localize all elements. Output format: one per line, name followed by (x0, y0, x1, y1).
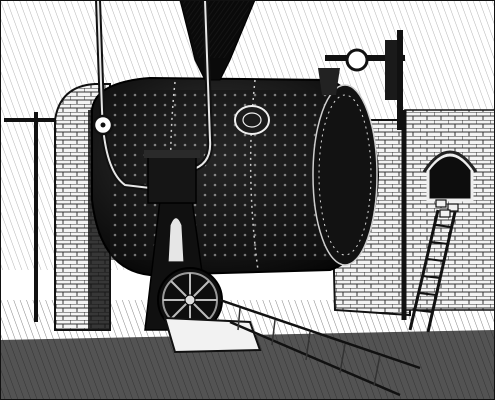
left-support-post (34, 112, 38, 322)
engine-cylinder-cap (144, 150, 200, 158)
boiler-rivet-field (110, 90, 330, 260)
valve-wheel-top (347, 50, 367, 70)
engine-cylinder (148, 155, 196, 203)
valve-wheel-left-hub (101, 123, 106, 128)
boiler-end-cap (313, 85, 377, 265)
flywheel-hub (185, 295, 195, 305)
arched-furnace-door (428, 155, 472, 200)
engine-base-plate (165, 318, 260, 352)
engine-frame-window (168, 218, 184, 263)
manhole-plate (235, 106, 269, 134)
